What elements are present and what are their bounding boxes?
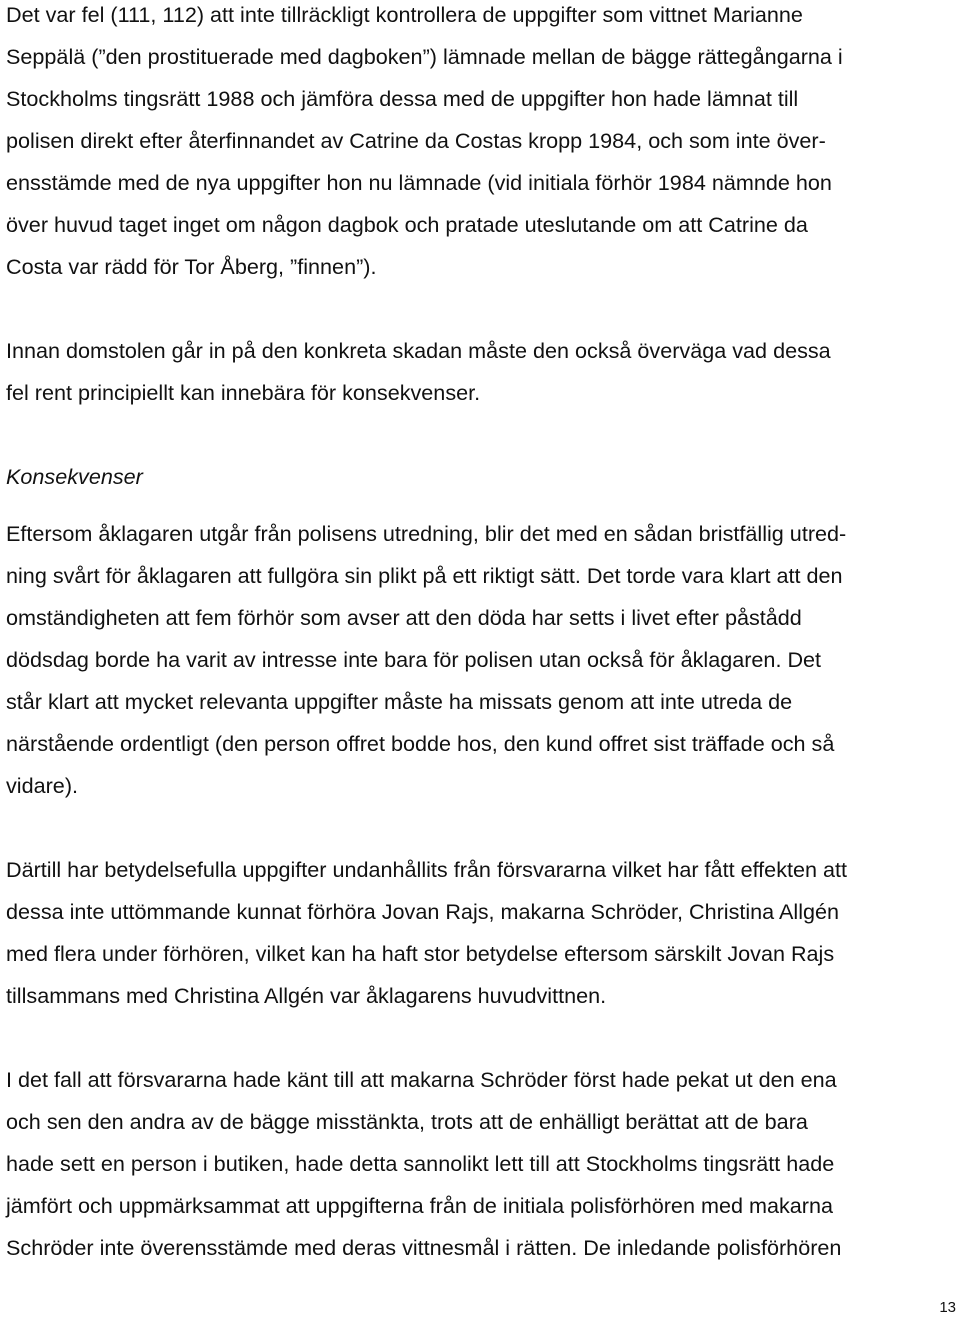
page-number: 13	[939, 1299, 956, 1316]
text-line: jämfört och uppmärksammat att uppgifterna från de initiala polisförhören med makarna	[6, 1193, 833, 1218]
text-line: ensstämde med de nya uppgifter hon nu lämnade (vid initiala förhör 1984 nämnde hon	[6, 170, 832, 195]
text-line: dödsdag borde ha varit av intresse inte bara för polisen utan också för åklagaren. Det	[6, 647, 822, 672]
text-line: närstående ordentligt (den person offret bodde hos, den kund offret sist träffade och så	[6, 731, 835, 756]
text-line: över huvud taget inget om någon dagbok och pratade uteslutande om att Catrine da	[6, 212, 808, 237]
text-line: och sen den andra av de bägge misstänkta, trots att de enhälligt berättat att de bara	[6, 1109, 808, 1134]
text-line: Schröder inte överensstämde med deras vittnesmål i rätten. De inledande polisförhören	[6, 1235, 842, 1260]
text-line: dessa inte uttömmande kunnat förhöra Jovan Rajs, makarna Schröder, Christina Allgén	[6, 899, 840, 924]
text-line: Costa var rädd för Tor Åberg, ”finnen”).	[6, 254, 377, 279]
section-heading: Konsekvenser	[6, 464, 143, 489]
text-line: Stockholms tingsrätt 1988 och jämföra dessa med de uppgifter hon hade lämnat till	[6, 86, 799, 111]
text-line: I det fall att försvararna hade känt till att makarna Schröder först hade pekat ut den ena	[6, 1067, 837, 1092]
text-line: hade sett en person i butiken, hade detta sannolikt lett till att Stockholms tingsrätt hade	[6, 1151, 835, 1176]
text-line: Innan domstolen går in på den konkreta skadan måste den också överväga vad dessa	[6, 338, 831, 363]
text-line: med flera under förhören, vilket kan ha haft stor betydelse eftersom särskilt Jovan Rajs	[6, 941, 835, 966]
text-line: fel rent principiellt kan innebära för konsekvenser.	[6, 380, 481, 405]
text-line: Det var fel (111, 112) att inte tillräckligt kontrollera de uppgifter som vittnet Marianne	[6, 2, 803, 27]
text-line: vidare).	[6, 773, 79, 798]
text-line: Eftersom åklagaren utgår från polisens utredning, blir det med en sådan bristfällig utred-	[6, 521, 847, 546]
text-line: står klart att mycket relevanta uppgifter måste ha missats genom att inte utreda de	[6, 689, 793, 714]
text-line: Därtill har betydelsefulla uppgifter undanhållits från försvararna vilket har fått effekten att	[6, 857, 848, 882]
text-line: polisen direkt efter återfinnandet av Catrine da Costas kropp 1984, och som inte över-	[6, 128, 826, 153]
text-line: tillsammans med Christina Allgén var åklagarens huvudvittnen.	[6, 983, 607, 1008]
text-line: Seppälä (”den prostituerade med dagboken”) lämnade mellan de bägge rättegångarna i	[6, 44, 843, 69]
text-line: ning svårt för åklagaren att fullgöra sin plikt på ett riktigt sätt. Det torde vara klart att den	[6, 563, 843, 588]
text-line: omständigheten att fem förhör som avser att den döda har setts i livet efter påstådd	[6, 605, 802, 630]
